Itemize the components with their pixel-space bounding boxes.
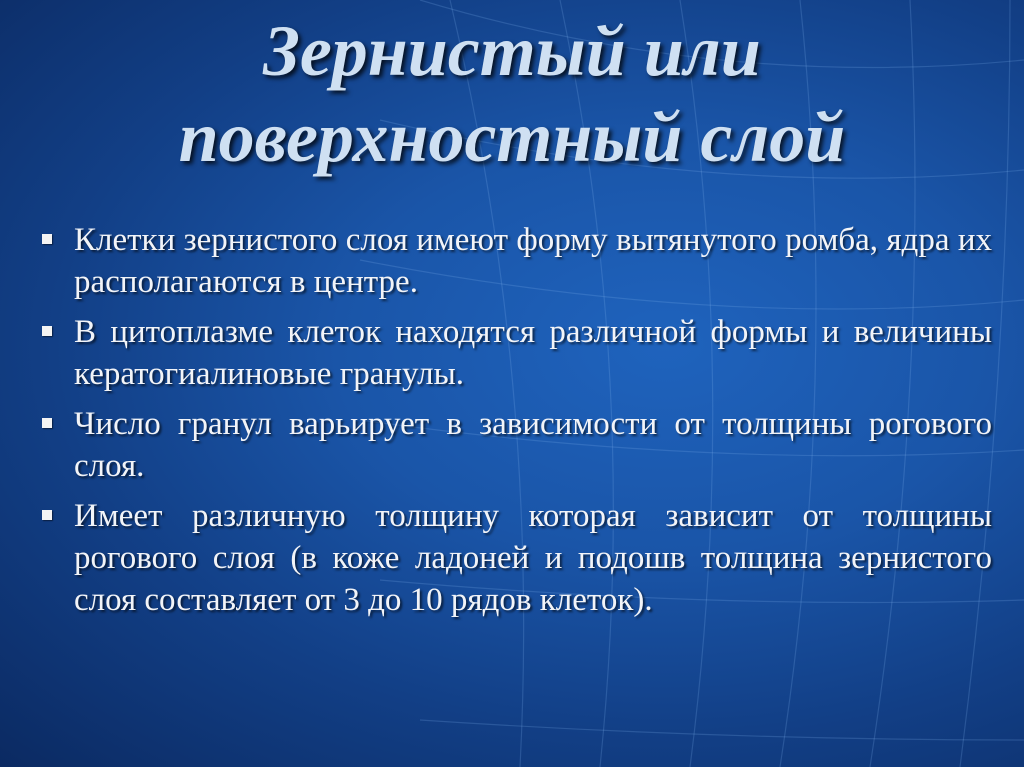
square-bullet-icon xyxy=(42,510,52,520)
square-bullet-icon xyxy=(42,234,52,244)
bullet-text: В цитоплазме клеток находятся различной формы и величины кератогиалиновые гранулы. xyxy=(74,314,992,392)
bullet-text: Клетки зернистого слоя имеют форму вытянутого ромба, ядра их располагаются в центре. xyxy=(74,222,992,300)
slide-title xyxy=(0,8,1024,180)
square-bullet-icon xyxy=(42,326,52,336)
bullet-item xyxy=(40,219,992,303)
title-line-1: Зернистый или xyxy=(263,11,761,91)
bullet-text: Число гранул варьирует в зависимости от толщины рогового слоя. xyxy=(74,406,992,484)
bullet-list xyxy=(40,219,992,629)
bullet-item xyxy=(40,495,992,621)
bullet-text: Имеет различную толщину которая зависит от толщины рогового слоя (в коже ладоней и подошв толщина зернистого слоя составляет от 3 до 10 рядов клеток). xyxy=(74,498,992,618)
bullet-item xyxy=(40,311,992,395)
bullet-item xyxy=(40,403,992,487)
square-bullet-icon xyxy=(42,418,52,428)
title-line-2: поверхностный слой xyxy=(178,97,846,177)
